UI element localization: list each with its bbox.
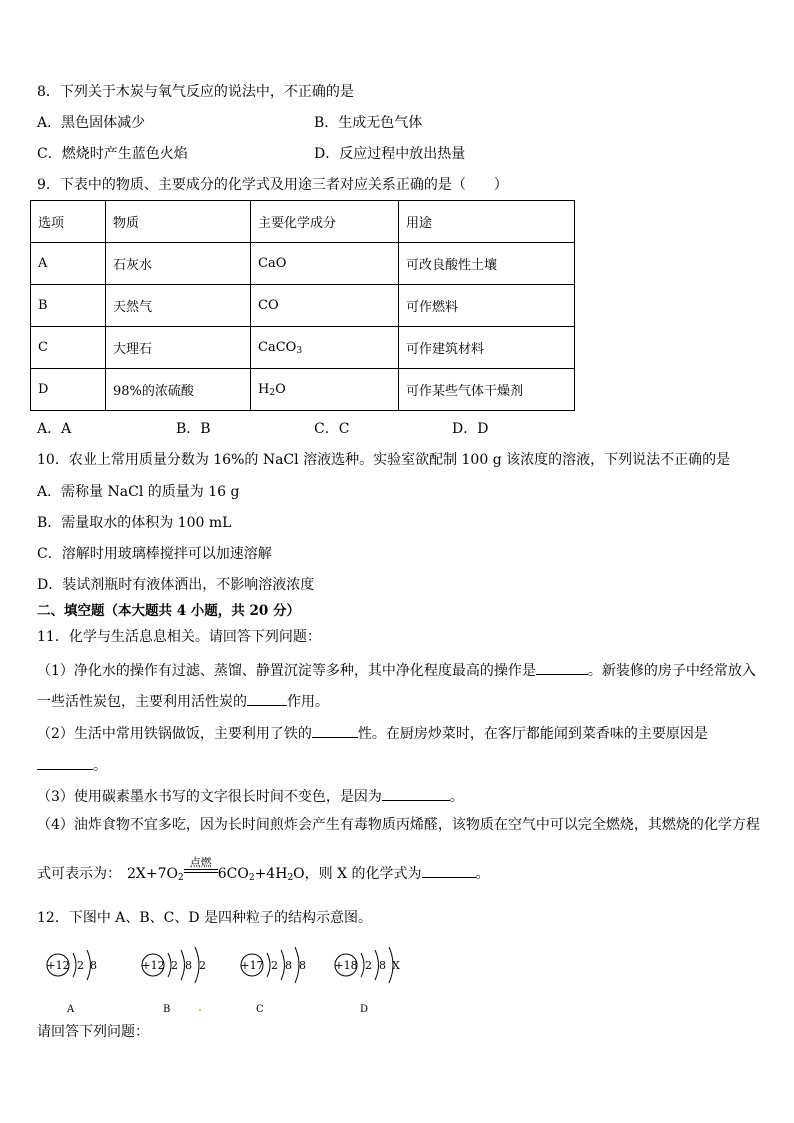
table-cell: CaO — [251, 243, 399, 285]
equation-condition: 点燃 — [189, 856, 212, 869]
shell-electrons: 2 — [365, 959, 372, 972]
table-header-cell: 主要化学成分 — [251, 201, 399, 243]
shell-electrons: 8 — [285, 959, 292, 972]
atom-diagram-c — [240, 947, 306, 1015]
equals-line-bottom — [184, 872, 218, 873]
atom-diagram-b — [141, 947, 206, 1015]
table-header-cell: 物质 — [106, 201, 251, 243]
formula-main: H — [258, 381, 270, 397]
shell-electrons: 8 — [379, 959, 386, 972]
table-cell: 石灰水 — [106, 243, 251, 285]
equation-right-1: 6CO — [217, 866, 249, 882]
atom-diagram-d — [334, 947, 400, 1015]
q10-stem: 10．农业上常用质量分数为 16%的 NaCl 溶液选种。实验室欲配制 100 g 该浓度的溶液，下列说法不正确的是 — [37, 452, 731, 468]
table-row — [31, 285, 575, 327]
table-cell: 可改良酸性土壤 — [399, 243, 575, 285]
nucleus-charge: +12 — [46, 959, 70, 972]
q11-part4-line2 — [37, 856, 490, 887]
shell-electrons: 2 — [171, 959, 178, 972]
q8-option-a: A．黑色固体减少 — [37, 115, 146, 131]
electron-shell-arc — [181, 950, 185, 980]
q11-part2-text-c: 。 — [93, 758, 107, 774]
q11-part2-text-a: （2）生活中常用铁锅做饭，主要利用了铁的 — [37, 726, 312, 742]
q9-answer-a: A．A — [37, 421, 72, 437]
table-cell: 可作燃料 — [399, 285, 575, 327]
atom-label: A — [67, 1004, 75, 1015]
q11-part3-text-a: （3）使用碳素墨水书写的文字很长时间不变色，是因为 — [37, 789, 382, 805]
table-cell: 天然气 — [106, 285, 251, 327]
q11-part4-line1: （4）油炸食物不宜多吃，因为长时间煎炸会产生有毒物质丙烯醛，该物质在空气中可以完全燃烧，其燃烧的化学方程 — [37, 817, 760, 833]
nucleus-charge: +17 — [240, 959, 264, 972]
q9-table — [30, 200, 575, 411]
atom-label: B — [163, 1004, 171, 1015]
q11-part1-text-a: （1）净化水的操作有过滤、蒸馏、静置沉淀等多种，其中净化程度最高的操作是 — [37, 663, 536, 679]
q11-part1-line2 — [37, 691, 329, 711]
q9-stem: 9．下表中的物质、主要成分的化学式及用途三者对应关系正确的是（ ） — [37, 177, 508, 193]
q11-part1-text-c: 一些活性炭包，主要利用活性炭的 — [37, 694, 247, 710]
formula-subscript: 3 — [296, 345, 303, 356]
answer-blank[interactable] — [382, 786, 450, 801]
table-cell: 可作建筑材料 — [399, 327, 575, 369]
section-heading: 二、填空题（本大题共 4 小题，共 20 分） — [37, 603, 300, 619]
shell-electrons: 8 — [90, 959, 97, 972]
equation-right-3: O — [293, 866, 305, 882]
table-header-cell: 用途 — [399, 201, 575, 243]
formula-tail: O — [275, 381, 286, 397]
shell-electrons: 8 — [185, 959, 192, 972]
q11-part2-line1 — [37, 723, 708, 743]
answer-blank[interactable] — [536, 660, 588, 675]
nucleus-charge: +18 — [334, 959, 358, 972]
table-cell-formula — [251, 327, 399, 369]
equation-subscript: 2 — [178, 873, 184, 883]
q11-part3-text-b: 。 — [449, 789, 464, 805]
table-cell-formula — [251, 369, 399, 411]
q9-answer-d: D．D — [452, 421, 489, 437]
equation-right-2: +4H — [254, 866, 288, 882]
answer-blank[interactable] — [422, 863, 476, 878]
q10-option-b: B．需量取水的体积为 100 mL — [37, 515, 232, 531]
shell-electrons: 2 — [77, 959, 84, 972]
table-header-cell: 选项 — [31, 201, 106, 243]
table-cell: B — [31, 285, 106, 327]
table-header-row — [31, 201, 575, 243]
atom-label: C — [256, 1004, 264, 1015]
table-row — [31, 369, 575, 411]
q11-stem: 11．化学与生活息息相关。请回答下列问题： — [37, 629, 321, 645]
q11-part1-text-d: 作用。 — [287, 694, 329, 710]
answer-blank[interactable] — [312, 723, 358, 738]
atom-structure-diagrams — [30, 930, 430, 1020]
table-cell: CO — [251, 285, 399, 327]
answer-blank[interactable] — [37, 755, 93, 770]
atom-label: D — [360, 1004, 369, 1015]
q9-answer-b: B．B — [176, 421, 211, 437]
equals-line-top — [184, 869, 218, 870]
electron-shell-arc — [281, 950, 285, 980]
q8-option-b: B．生成无色气体 — [314, 115, 423, 131]
answer-blank[interactable] — [247, 691, 287, 706]
equation-subscript: 2 — [248, 873, 255, 883]
q11-part2-line2 — [37, 755, 107, 775]
q8-option-c: C．燃烧时产生蓝色火焰 — [37, 146, 188, 162]
nucleus-charge: +12 — [141, 959, 165, 972]
table-cell: A — [31, 243, 106, 285]
q8-stem: 8．下列关于木炭与氧气反应的说法中，不正确的是 — [37, 84, 354, 100]
electron-shell-arc — [73, 953, 76, 977]
q11-part2-text-b: 性。在厨房炒菜时，在客厅都能闻到菜香味的主要原因是 — [357, 726, 708, 742]
table-cell: 可作某些气体干燥剂 — [399, 369, 575, 411]
dot-mark — [199, 1009, 201, 1011]
shell-electrons: 8 — [299, 959, 306, 972]
shell-electrons: 2 — [199, 959, 206, 972]
table-row — [31, 327, 575, 369]
q11-part4-text-b: 式可表示为： — [37, 866, 121, 882]
q10-option-d: D．装试剂瓶时有液体洒出，不影响溶液浓度 — [37, 577, 315, 593]
table-cell: D — [31, 369, 106, 411]
table-cell: 98%的浓硫酸 — [106, 369, 251, 411]
shell-electrons: X — [392, 959, 400, 972]
atom-diagram-a — [46, 950, 97, 1015]
q11-part1-text-b: 。新装修的房子中经常放入 — [587, 663, 756, 679]
table-cell: 大理石 — [106, 327, 251, 369]
electron-shell-arc — [361, 953, 364, 977]
q8-option-d: D．反应过程中放出热量 — [314, 146, 466, 162]
table-cell: C — [31, 327, 106, 369]
q11-part4-text-d: 。 — [475, 866, 490, 882]
equation-left: 2X+7O — [127, 866, 178, 882]
q11-part4-text-c: ，则 X 的化学式为 — [304, 866, 422, 882]
equation-subscript: 2 — [287, 873, 294, 883]
q11-part3 — [37, 786, 464, 806]
q9-answer-c: C．C — [314, 421, 350, 437]
q10-option-a: A．需称量 NaCl 的质量为 16 g — [37, 484, 240, 500]
q11-part1-line1 — [37, 660, 756, 680]
formula-main: CaCO — [258, 339, 297, 355]
formula-subscript: 2 — [269, 387, 276, 398]
shell-electrons: 2 — [271, 959, 278, 972]
equation-arrow — [184, 856, 218, 881]
q12-followup: 请回答下列问题： — [37, 1024, 149, 1040]
electron-shell-arc — [267, 953, 270, 977]
table-row — [31, 243, 575, 285]
electron-shell-arc — [375, 950, 379, 980]
q10-option-c: C．溶解时用玻璃棒搅拌可以加速溶解 — [37, 546, 272, 562]
q12-stem: 12．下图中 A、B、C、D 是四种粒子的结构示意图。 — [37, 910, 373, 926]
